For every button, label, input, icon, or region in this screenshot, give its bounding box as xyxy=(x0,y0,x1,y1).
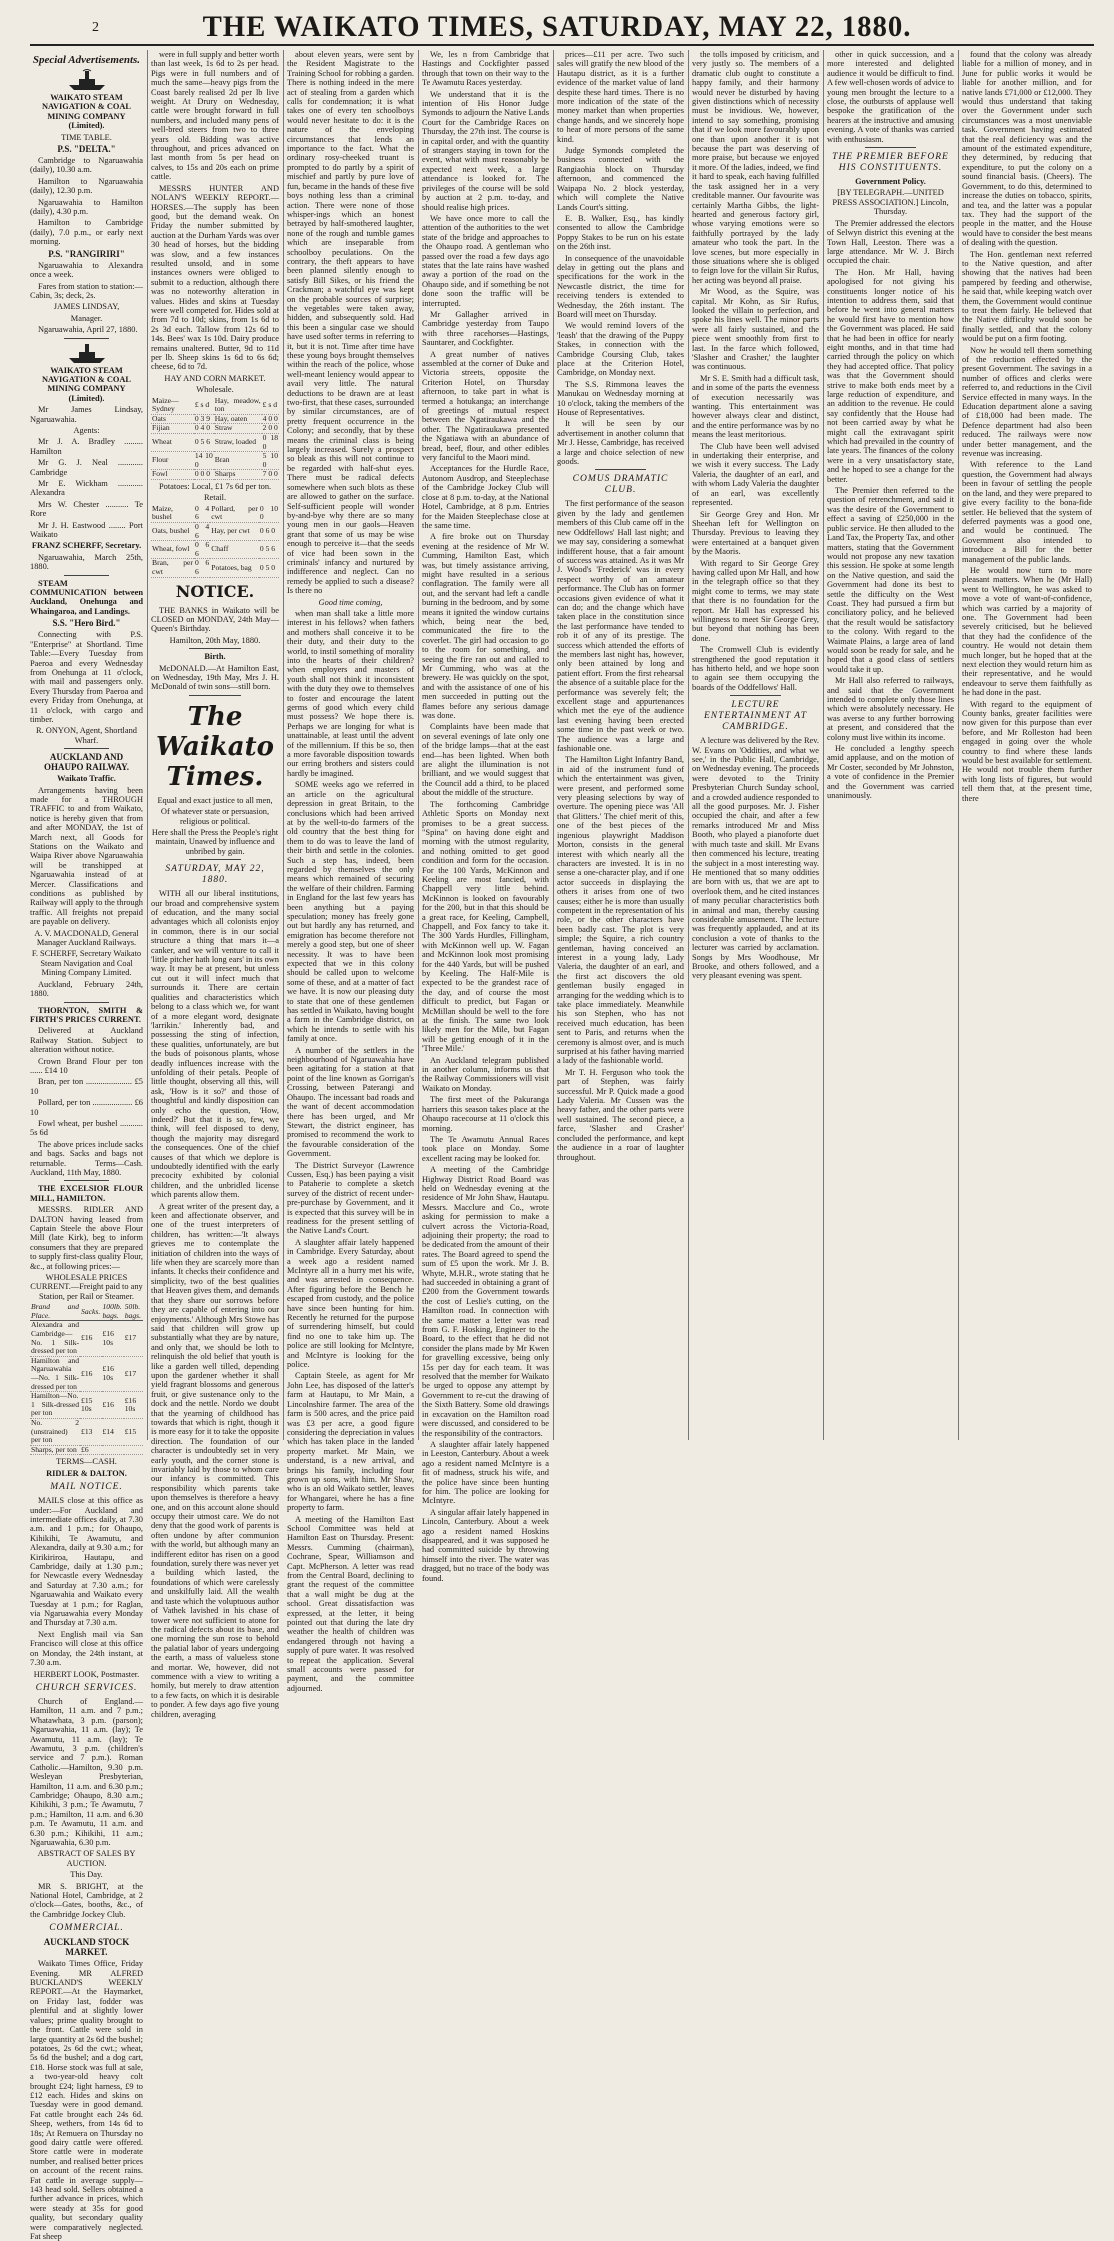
notice-place: Hamilton, 20th May, 1880. xyxy=(169,635,261,645)
table-cell: Sharps, per ton xyxy=(30,1445,80,1455)
divider xyxy=(64,338,109,339)
table-cell: £16 10s xyxy=(102,1356,124,1391)
signature-title: Manager. xyxy=(70,313,103,323)
table-cell: 0 6 0 xyxy=(259,522,279,540)
table-cell: £14 xyxy=(102,1419,124,1446)
premier-heading: THE PREMIER BEFORE HIS CONSTITUENTS. xyxy=(832,152,949,174)
motto-line: Equal and exact justice to all men, xyxy=(157,795,273,805)
column-8 xyxy=(962,50,1092,1440)
table-cell: Flour xyxy=(151,452,194,470)
lecture-paragraph: other in quick succession, and a more interested and delighted audience it would be difficult to find. A few well-chosen words of advice to young men brought the lecture to a close, the outbursts of applause well bespoke the gratification of the hearers at the instructive and amusing evening. A vote of thanks was carried with enthusiasm. xyxy=(827,50,954,144)
flour-price-table xyxy=(30,1303,143,1455)
ship-name: S.S. "Hero Bird." xyxy=(52,618,121,629)
divider xyxy=(189,648,240,649)
review-paragraph: the tolls imposed by criticism, and very justly so. The members of a dramatic club ought to constitute a happy family, and their harmony would never be disturbed by having given distinctions which of necessity must be invidious. We, however, intend to say something, promising that if we look more favourably upon one than upon another it is not because the part was deserving of more praise, but because we enjoyed it more. Of the ladies, indeed, we find it hard to speak, each having fulfilled the task assigned her in a very creditable manner. Our favourite was certainly Martha Gibbs, the light-hearted and generous factory girl, whose varying emotions were so faithfully portrayed by the lady amateur who took the part. In the love scenes, but more especially in those situations where she is obliged to feign love for the villain Sir Rufus, her acting was beyond all praise. xyxy=(692,50,819,285)
news-paragraph: E. B. Walker, Esq., has kindly consented to allow the Cambridge Poppy Stakes to be run on his estate on the 26th inst. xyxy=(557,213,684,252)
news-paragraph: With regard to Sir George Grey having called upon Mr Hall, and how in the telegraph office so that they might come to terms, we may state that there is no foundation for the report. Mr Hall has expressed his willingness to meet Sir George Grey, but beyond that nothing has been done. xyxy=(692,558,819,643)
company-name: WAIKATO STEAM NAVIGATION & COAL MINING COMPANY (Limited). xyxy=(41,93,132,131)
postmaster-signature: HERBERT LOOK, Postmaster. xyxy=(33,1669,140,1679)
table-row xyxy=(151,452,279,470)
news-paragraph: Judge Symonds completed the business connected with the Rangiaohia block on Thursday afternoon, and commenced the Waipapa No. 2 block yesterday, which will complete the Native Lands Court's sitting. xyxy=(557,146,684,212)
table-row xyxy=(151,434,279,452)
timetable-line: Hamilton to Ngaruawahia (daily), 12.30 p.m. xyxy=(30,176,143,196)
column-rule xyxy=(958,50,959,1440)
ad-text: MESSRS. RIDLER AND DALTON having leased from Captain Steele the above Flour Mill (late Kirk), beg to inform consumers that they are prepared to supply first-class quality Flour, &c., at following prices:— xyxy=(30,1205,143,1271)
editorial-dateline: SATURDAY, MAY 22, 1880. xyxy=(165,864,265,886)
retail-table xyxy=(151,505,279,578)
review-paragraph: The first performance of the season given by the lady and gentlemen members of this Club came off in the new Oddfellows' Hall last night; and we may say, considering a somewhat indifferent house, that a fair amount of success was attained. As it was Mr J. Wood's 'Frederick' was in every respect worthy of an amateur performance. The Club has on former occasions given evidence of what it can do; and the change which have taken place in the constitution since the last performance have tended to rob it of any of its prestige. The success which attended the efforts of the members last night has, however, only been attained by long and patient effort. From the first rehearsal the absence of a suitable place for the performance was severely felt; the excellent stage and appurtenances which met the eye of the audience last evening having been erected some time in the past week or two. The audience was a large and fashionable one. xyxy=(557,499,684,754)
stock-market-text: Waikato Times Office, Friday Evening. MR ALFRED BUCKLAND'S WEEKLY REPORT.—At the Haymarket, on Friday last, fodder was plentiful and at slightly lower values; prime quality brought to the front. Cattle were sold in large quantity at 2s 6d the bushel; potatoes, 2s 6d the cwt.; wheat, 5s 6d the bushel; and a dog cart, £18. Horse stock was full at sale, a two-year-old heavy colt brought £24; light harness, £9 to £12 each. Hides and skins on Tuesday were in good demand. Fat cattle brought each 24s 6d. Sheep, wethers, from 14s 6d to 18s; At Remuera on Thursday no good dairy cattle were offered. Store cattle were in moderate number, and realised better prices on account of the recent rains. Fat cattle in average supply—143 head sold. Sellers obtained a further advance in prices, which were steady at 35s for good quality, but secondary quality were comparatively neglected. Fat sheep xyxy=(30,1959,143,2241)
table-cell: Pollard, per cwt xyxy=(211,503,258,522)
article-paragraph: were in full supply and better worth than last week, 1s 6d to 2s per head. Pigs were in full numbers and of much the same—heavy pigs from the Coast barely realised 2d per lb live weight. At Drury on Wednesday, cattle were brought forward in full numbers, and included many pens of well-bred steers from two to three years old. Bidding was active throughout, and prices advanced on last month from 5s per head on calves, to 15s and 20s each on prime cattle. xyxy=(151,50,280,182)
review-paragraph: Mr T. H. Ferguson who took the part of Stephen, was fairly successful. Mr P. Quick made a good Lady Valeria. Mr Cussen was the heavy father, and the other parts were well sustained. The second piece, a farce, 'Slasher and Crasher' concluded the performance, and kept the audience in a roar of laughter throughout. xyxy=(557,1067,684,1162)
table-cell: Hay, oaten xyxy=(214,414,262,424)
column-5 xyxy=(557,50,684,1440)
abstract-subheading: This Day. xyxy=(70,1870,103,1880)
news-paragraph: Sir George Grey and Hon. Mr Sheehan left for Wellington on Thursday. Previous to leaving they were entertained at a banquet given by the Maoris. xyxy=(692,509,819,557)
speech-paragraph: The Premier then referred to the question of retrenchment, and said it was the desire of the Government to effect a saving of £250,000 in the public service. He then alluded to the Land Tax, the Property Tax, and other matters, stating that the Government would not propose any new taxation this session. He spoke at some length on the Native question, and said the Government had done its best to settle the difficulty on the West Coast. They had pursued a firm but conciliatory policy, and he believed that the result would be satisfactory to the colony. With regard to the Waimate Plains, a large area of land would soon be ready for sale, and he hoped that a good class of settlers would take it up. xyxy=(827,486,954,674)
table-cell: £16 xyxy=(102,1392,124,1419)
news-paragraph: We would remind lovers of the 'leash' that the drawing of the Puppy Stakes, in connection with the Cambridge Coursing Club, takes place at the Criterion Hotel, Cambridge, on Monday next. xyxy=(557,321,684,378)
price-line: Crown Brand Flour per ton ...... £14 10 xyxy=(30,1056,143,1075)
mail-notice-heading: MAIL NOTICE. xyxy=(50,1482,123,1493)
news-paragraph: In consequence of the unavoidable delay in getting out the plans and specifications for the work in the Newcastle district, the time for receiving tenders is extended to Wednesday, the 26th instant. The Board will meet on Thursday. xyxy=(557,253,684,319)
newspaper-title: THE WAIKATO TIMES, SATURDAY, MAY 22, 1880. xyxy=(202,10,912,43)
speech-paragraph: The Hon. gentleman next referred to the Native question, and after showing that the natives had been pampered by feeding and otherwise, he said that, while keeping watch over them, the Government would continue to treat them fairly. He believed that the Native difficulty would soon be finally settled, and that the colony would be put on a firm footing. xyxy=(962,249,1092,344)
editorial-paragraph: WITH all our liberal institutions, our broad and comprehensive system of education, and the many social advantages which all colonists enjoy in common, there is in our social structure a thing that mars it—a canker, and we will venture to call it 'little pitcher hath long ears' in its own way. It may be at present, but unless cut out it will infect much that surrounds it. There are certain qualities and characteristics which belong to a class which we, for want of a more elegant word, designate 'larrikin.' Inherently bad, and possessing the sting of infection, these qualities, unfortunately, are but the buds of poisonous plants, whose deadly influences increase with the unfolding of their petals. People of little thought, observing all this, will ask, 'How is it so?' and those of thoughtful and kindly disposition can only echo the question, 'How, indeed?' But that it is so, few, we think, will feel disposed to deny, though the majority may disregard the consequences. One of the chief causes of that which we deplore is undoubtedly identified with the early precocity exhibited by colonial children, and the unbridled license which parents allow them. xyxy=(151,889,279,1200)
steamship-icon xyxy=(67,69,107,91)
column-rule xyxy=(283,50,284,1440)
market-subheading: Wholesale. xyxy=(196,385,234,395)
table-row xyxy=(151,541,279,559)
motto-line: Of whatever state or persuasion, religious or political. xyxy=(160,807,270,826)
retail-heading: Retail. xyxy=(203,493,227,503)
table-cell: 0 18 0 xyxy=(262,433,278,451)
news-paragraph: We understand that it is the intention of His Honor Judge Symonds to adjourn the Native Lands Court for the Cambridge Races on Thursday, the 27th inst. The course is in capital order, and with the quantity of strangers staying in town for the event, what with must reasonably be expected next week, a large attendance is looked for. The privileges of the course will be sold by auction at 2 p.m. to-day, and should realise high prices. xyxy=(422,89,549,212)
table-cell: 0 6 6 xyxy=(194,540,210,558)
mail-notice-text: Next English mail via San Francisco will close at this office on Monday, the 24th instant, at 7.30 a.m. xyxy=(30,1629,143,1668)
speech-paragraph: He concluded a lengthy speech amid applause, and on the motion of Mr Coster, seconded by Mr Johnston, a vote of confidence in the Premier and the Government was carried unanimously. xyxy=(827,744,954,801)
table-cell: Maize—Sydney xyxy=(151,397,194,415)
table-cell: Wheat xyxy=(151,434,194,452)
news-paragraph: We have once more to call the attention of the authorities to the wet state of the bridge and approaches to the Ohaupo road. A gentleman who passed over the road a few days ago states that the late rains have washed away a portion of the road on the Ohaupo side, and if something be not done soon the traffic will be interrupted. xyxy=(422,213,549,308)
wholesale-heading: WHOLESALE PRICES CURRENT.—Freight paid to any Station, per Rail or Steamer. xyxy=(30,1273,143,1301)
timetable-heading: TIME TABLE. xyxy=(61,132,112,142)
thornton-heading: THORNTON, SMITH & FIRTH'S PRICES CURRENT. xyxy=(30,1005,143,1024)
railway-subheading: Waikato Traffic. xyxy=(57,774,116,784)
editorial-paragraph: SOME weeks ago we referred in an article on the agricultural depression in great Britain, to the conclusions which had been arrived at by the well-to-do farmers of the old country that the best thing for them to do was to leave the land of their birth and settle in the colonies. Such a step has, indeed, been regarded by themselves the only means which remained of securing the welfare of their children. Farming in England for the last few years has been anything but a paying speculation; money has freely gone out but hardly any has returned, and emigration has become therefore not merely a good step, but one of sheer necessity. It was to have been expected that we in this colony should be called upon to welcome some of these, and at a matter of fact we have. It is now our pleasing duty to state that one of these gentlemen has settled in Waikato, having bought a farm in the Cambridge district, on which he intends to settle with his family at once. xyxy=(287,780,414,1044)
table-cell: Hay, meadow, ton xyxy=(214,395,261,414)
table-cell: £ s d xyxy=(194,397,214,415)
news-paragraph: A slaughter affair lately happened in Leeston, Canterbury. About a week ago a resident named McIntyre is a fit of madness, struck his wife, and the police have since been hunting for him. The police are looking for McIntyre. xyxy=(422,1439,549,1506)
column-3 xyxy=(287,50,414,1693)
table-cell: 0 4 0 xyxy=(194,424,214,434)
table-cell: £13 xyxy=(80,1419,101,1446)
ad-text: The above prices include sacks and bags. Sacks and bags not returnable. Terms—Cash. Auckland, 11th May, 1880. xyxy=(30,1139,143,1177)
signature-place: Ngaruawahia, April 27, 1880. xyxy=(38,325,138,335)
news-paragraph: It will be seen by our advertisement in another column that Mr J. Hesse, Cambridge, has received a large and choice selection of new goods. xyxy=(557,419,684,467)
agent-line: Mr E. Wickham ............ Alexandra xyxy=(30,479,143,498)
column-rule xyxy=(823,50,824,1440)
ad-text: Delivered at Auckland Railway Station. Subject to alteration without notice. xyxy=(30,1026,143,1055)
divider xyxy=(865,147,916,148)
table-cell: £ s d xyxy=(262,397,279,415)
lecture-heading: LECTURE ENTERTAINMENT AT CAMBRIDGE. xyxy=(703,700,807,733)
railway-heading: AUCKLAND AND OHAUPO RAILWAY. xyxy=(43,752,130,773)
news-paragraph: The S.S. Rimmona leaves the Manukau on Wednesday morning at 10 o'clock, taking the members of the House of Representatives. xyxy=(557,379,684,418)
divider xyxy=(189,859,240,860)
review-paragraph: Mr Wood, as the Squire, was capital. Mr Kohn, as Sir Rufus, looked the villain to perfection, and spoke his lines well. The minor parts were all fairly sustained, and the piece went smoothly from first to last. In the farce which followed, 'Slasher and Crasher,' the laughter was continuous. xyxy=(692,287,819,372)
news-paragraph: Mr Gallagher arrived in Cambridge yesterday from Taupo with three racehorses—Hastings, Sauntarer, and Cockfighter. xyxy=(422,309,549,348)
agents-intro: Mr James Lindsay, Ngaruawahia. xyxy=(30,405,143,424)
company-name: WAIKATO STEAM NAVIGATION & COAL MINING COMPANY (Limited). xyxy=(41,365,132,403)
stock-market-heading: AUCKLAND STOCK MARKET. xyxy=(43,1937,130,1958)
speech-paragraph: The Premier addressed the electors of Selwyn district this evening at the Town Hall, Leeston. There was a large attendance. Mr W. J. Birch occupied the chair. xyxy=(827,218,954,266)
table-cell: £16 10s xyxy=(124,1392,143,1419)
table-cell xyxy=(102,1445,124,1455)
ad-text: Connecting with P.S. "Enterprise" at Shortland. Time Table:—Every Tuesday from Paeroa and every Wednesday from Onehunga at 11 o'clock, with mail and passengers only. Every Thursday from Paeroa and every Friday from Onehunga, at 11 o'clock, with cargo and timber. xyxy=(30,630,143,724)
table-header-cell: Brand and Place. xyxy=(31,1302,80,1320)
table-row xyxy=(151,559,279,577)
hay-corn-table xyxy=(151,397,279,480)
table-cell: £17 xyxy=(124,1356,143,1391)
table-cell: Chaff xyxy=(210,541,259,559)
table-cell: Maize, bushel xyxy=(151,505,194,523)
divider xyxy=(189,695,240,696)
table-row xyxy=(30,1321,143,1356)
table-cell: £16 xyxy=(80,1321,101,1356)
table-header-cell: Sacks. xyxy=(80,1303,101,1321)
table-cell: 0 4 6 xyxy=(194,521,210,540)
table-cell: Bran, per cwt xyxy=(152,558,193,576)
table-header-cell: 50lb. bags. xyxy=(124,1302,141,1320)
speech-paragraph: He would now turn to more pleasant matters. When he (Mr Hall) went to Wellington, he was asked to move a vote of want-of-confidence, which was carried by a majority of one. The Government had been severely criticised, but he believed that they had the confidence of the country. He would not detain them much longer, but he hoped that at the next election they would return him as their representative, and he would endeavour to serve them faithfully as he had done in the past. xyxy=(962,565,1092,698)
table-cell: 0 0 0 xyxy=(194,470,214,480)
news-paragraph: The Te Awamutu Annual Races took place on Monday. Some excellent racing may be looked for. xyxy=(422,1134,549,1163)
editorial-paragraph: A great writer of the present day, a keen and affectionate observer, and one of the truest interpreters of children, has written:—'It always grieves me to contemplate the initiation of children into the ways of life when they are scarcely more than infants. It checks their confidence and simplicity, two of the best qualities that Heaven gives them, and demands that they share our sorrows before they are capable of entering into our enjoyments.' Although Mrs Stowe has said that children will grow up substantially what they are by nature, and only that, we should be loth to relinquish the old belief that youth is like a garden well tilled, depending upon the gardener whether it shall yield fragrant blossoms and generous fruit, or give sustenance only to the dock and the nettle. Nordo we doubt that the yearning of childhood has towards that which is right, though it is more easy for it to take the opposite direction. The foundation of our character is undoubtedly set in very early youth, and the corner stone is invariably laid by those to whom care our infancy is committed. This responsibility which parents take upon themselves is therefore a heavy one, and on this account alone should occupy their utmost care. We do not deny that the good work of parents is often undone by after communion with the world, but although many an indifferent editor has risen on a good foundation, surely there was never yet a building which lasted, the foundations of which were carelessly and unskilfully laid. All the wealth and taste which the voluptuous author of Vathek lavished in his chase of tower were not sufficient to atone for the radical defects about its base, and one morning the sun rose to behold the palatial labor of years undergoing the earth, a mass of valueless stone and mortar. We, however, did not commence with a view to writing a homily, but merely to draw attention to a few facts, on which it is desirable to ponder. A few days ago five young children, averaging xyxy=(151,1201,279,1719)
dramatic-club-heading: COMUS DRAMATIC CLUB. xyxy=(572,474,669,496)
speech-paragraph: found that the colony was already liable for a million of money, and in June for public works it would be liable for another million, and for native lands £71,000 or £12,000. They would thus understand that taking over the Government under such circumstances was a most unenviable task. Government having estimated that the real deficiency was and the amount of the estimated expenditure, they determined, by reducing that expenditure, to put the colony on a sound financial basis. (Cheers). The Government, to do this, determined to increase the duties on tobacco, spirits, and tea, and the latter was a popular tax. They had the support of the people in the matter, and the House would have to consider the best means of dealing with the question. xyxy=(962,50,1092,248)
news-paragraph: A fire broke out on Thursday evening at the residence of Mr W. Cumming, Hamilton East, which was, but timely assistance arriving, might have resulted in a serious conflagration. The family were all out, and the servant had left a candle burning in the bedroom, and by some means it ignited the window curtains which, being near the bed, communicated the fire to the coverlet. The girl had occasion to go to the room for something, and seeing the fire ran out and called to Mr Cumming, who was at the brewery. He was quickly on the spot, and with the assistance of one of his men succeeded in putting out the flames before any serious damage was done. xyxy=(422,532,549,721)
table-cell: Straw, loaded xyxy=(214,434,262,452)
telegraph-byline: [BY TELEGRAPH.—UNITED PRESS ASSOCIATION.] Lincoln, Thursday. xyxy=(832,188,949,217)
speech-paragraph: Now he would tell them something of the reduction effected by the present Government. The savings in a number of offices and clerks were referred to, and reductions in the Civil Service effected in many ways. In the Education department alone a saving of £18,000 had been made. The Defence department had also been reduced. The railways were now under better management, and the revenue was increasing. xyxy=(962,345,1092,459)
ship-name: P.S. "RANGIRIRI" xyxy=(48,248,125,259)
market-heading: HAY AND CORN MARKET. xyxy=(164,373,266,383)
news-paragraph: The forthcoming Cambridge Athletic Sports on Monday next promises to be a great success. "Spina" on having done eight and morning with the utmost regularity, and nothing omitted to get good condition and form for the occasion. For the 100 Yards, McKinnon and Keeling are most fancied, with Chappell very little behind. McKinnon is looked on favourably for the 200, but in that this should be a great race, for Keeling, Campbell, Chappell, and Fox fancy to take it. The 300 Yards Hurdles, Fillingham, with McKinnon well up. W. Fagan and McKinnon look most promising for the 440 Yards, but will be pushed by Keeling. The Half-Mile is expected to be the grandest race of the day, and of course the most difficult to predict, but Fagan or McMillan should be well to the fore at the finish. The same two look likely men for the Mile, but Fagan will be getting enough of it in the 'Three Mile.' xyxy=(422,799,549,1054)
editorial-paragraph: when man shall take a little more interest in his fellows? when fathers and mothers shall conceive it to be their duty, and their duty to the world, to instil something of morality into the hearts of their children? when employers and masters of youth shall not think it inconsistent with the duty they owe to themselves to foster and encourage the latent germs of good which every child must possess? We hope there is. Perhaps we are longing for what is unattainable, at least until the advent of the millennium. If this be so, then a more favorable disposition towards our erring brothers and sisters could hardly be imagined. xyxy=(287,608,414,778)
agents-heading: Agents: xyxy=(73,425,100,435)
column-4 xyxy=(422,50,549,1583)
table-cell: £15 10s xyxy=(80,1392,101,1419)
table-cell: Fijian xyxy=(151,424,194,434)
birth-heading: Birth. xyxy=(204,652,226,662)
table-cell: Hay, per cwt xyxy=(210,522,259,540)
table-cell xyxy=(124,1445,143,1455)
review-paragraph: The Club have been well advised in undertaking their enterprise, and we wish it every success. The Lady Valeria, the daughter of an earl, and with whom Lady Valeria the daughter of an earl, was excellently represented. xyxy=(692,441,819,508)
table-row xyxy=(151,424,279,434)
table-cell: 0 10 0 xyxy=(259,503,278,522)
timetable-line: Ngaruawahia to Hamilton (daily), 4.30 p.m. xyxy=(30,197,143,217)
table-cell: Potatoes, bag xyxy=(210,559,259,577)
price-line: Fowl wheat, per bushel ........... 5s 6d xyxy=(30,1118,143,1138)
signature-name: F. SCHERFF, Secretary Waikato Steam Navigation and Coal Mining Company Limited. xyxy=(31,949,142,978)
table-cell: 0 5 6 xyxy=(259,541,279,559)
table-cell: 4 0 0 xyxy=(262,413,278,423)
speech-paragraph: The Hon. Mr Hall, having apologised for not giving his constituents longer notice of his intention to address them, said that before he went into general matters he would first have to mention how the Government was placed. He said that he had been in office for nearly eight months, and in that time had carried through the policy on which they had accepted office. That policy was that the Government should strive to make both ends meet by a large reduction of expenditure, and an addition to the revenue. He could say confidently that the House had not been carried away by what he might call the extravagant spirit which had prevailed in the country of late years. The finances of the colony were in a very unsatisfactory state, and he hoped to see a change for the better. xyxy=(827,267,954,484)
birth-notice: McDONALD.—At Hamilton East, on Wednesday, 19th May, Mrs J. H. McDonald of twin sons—still born. xyxy=(151,663,279,692)
notice-text: THE BANKS in Waikato will be CLOSED on MONDAY, 24th May—Queen's Birthday. xyxy=(151,605,279,634)
table-cell: £6 xyxy=(80,1445,101,1455)
news-paragraph: A great number of natives assembled at the corner of Duke and Victoria streets, opposite the Criterion Hotel, on Thursday afternoon, to take part in what is termed a hotukanga; an interchange of greetings of mutual respect between the Ngatiraukawa and the other. The Ngatiraukawa presented the Ngatiawa with an abundance of bread, beef, flour, and other edibles very fanciful to the Maori mind. xyxy=(422,349,549,463)
column-1 xyxy=(30,50,143,2241)
table-cell: Alexandra and Cambridge—No. 1 Silk-dressed per ton xyxy=(31,1320,80,1356)
column-rule xyxy=(688,50,689,1440)
table-header-row xyxy=(30,1303,143,1321)
news-paragraph: A slaughter affair lately happened in Cambridge. Every Saturday, about a week ago a resident named McIntyre all in a hurry met his wife, and was arrested in consequence. After figuring before the Bench he escaped from custody, and the police have since been hunting for him. Recently he returned for the purpose of surrendering himself, but could find no one to take him up. The police are still looking for McIntyre, and McIntyre is looking for the police. xyxy=(287,1237,414,1370)
table-row xyxy=(151,505,279,523)
news-paragraph: The District Surveyor (Lawrence Cussen, Esq.) has been paying a visit to Pataherie to complete a sketch survey of the district of recent under-pre-purchase by Government, and it is expected that this survey will be in readiness for the present settling of the Native Land's Court. xyxy=(287,1160,414,1236)
speech-paragraph: Mr Hall also referred to railways, and said that the Government intended to complete only those lines which were absolutely necessary. He was averse to any further borrowing at present, and considered that the colony must live within its income. xyxy=(827,676,954,742)
signature-name: JAMES LINDSAY, xyxy=(53,302,120,312)
commercial-heading: COMMERCIAL. xyxy=(49,1923,124,1934)
table-cell: Bran xyxy=(214,452,262,470)
table-row xyxy=(30,1392,143,1419)
table-cell: £15 xyxy=(124,1419,143,1446)
lecture-paragraph: A lecture was delivered by the Rev. W. Evans on 'Oddities, and what we see,' in the Public Hall, Cambridge, on Wednesday evening. The proceeds were devoted to the Trinity Presbyterian Church Sunday school, and a crowded audience responded to all the good purposes. Mr. J. Fisher occupied the chair, and after a few remarks introduced Mr and Miss Booth, who played a pianoforte duet with much taste and skill. Mr Evans then commenced his lecture, treating the subject in a most interesting way. He mentioned that so many oddities are born with us, that we are apt to overlook them, and he cited instances of many peculiar characteristics both in animal and man, thereby causing considerable amusement. The lecture was frequently applauded, and at its conclusion a vote of thanks to the lecturer was carried by acclamation. Songs by Mrs Woodhouse, Mr Brooke, and others followed, and a very pleasant evening was spent. xyxy=(692,736,819,981)
paper-nameplate: The Waikato Times. xyxy=(156,701,274,792)
price-line: Pollard, per ton ................... £6 10 xyxy=(30,1098,143,1117)
table-cell: Fowl xyxy=(151,470,194,480)
agent-line: Mr J. A. Bradley ......... Hamilton xyxy=(30,437,143,456)
steam-communication: STEAM COMMUNICATION between Auckland, Onehunga and Whaingaroa, and Landings. xyxy=(30,578,143,616)
table-cell: 0 5 6 xyxy=(194,434,214,452)
ad-text: Arrangements having been made for a THROUGH TRAFFIC to and from Waikato, notice is hereby given that from and after MONDAY, the 1st of March next, all Goods for Stations on the Waikato and Waipa River above Ngaruawahia will be transhipped at Ngaruawahia instead of at Mercer. Classifications and conditions as published by Railway will apply to the through traffic. All freights not prepaid are payable on delivery. xyxy=(30,785,143,927)
table-row xyxy=(151,470,279,480)
timetable-line: Hamilton to Cambridge (daily), 7.0 p.m., or early next morning. xyxy=(30,218,143,247)
table-cell: Oats, bushel xyxy=(151,522,194,540)
table-cell: 2 0 0 xyxy=(262,423,278,433)
table-row xyxy=(30,1445,143,1455)
divider xyxy=(595,469,646,470)
news-paragraph: A meeting of the Hamilton East School Committee was held at Hamilton East on Thursday. Present: Messrs. Cumming (chairman), Cochrane, Spear, Williamson and Capt. McPherson. A letter was read from the Central Board, declining to grant the request of the committee that a wall might be dug at the school. Great dissatisfaction was expressed, at the letter, it being pointed out that during the late dry weather the health of children was endangered through not having a supply of pure water. It was resolved to repeat the application. Several small accounts were passed for payment, and the committee adjourned. xyxy=(287,1514,414,1693)
table-cell: 0 5 0 xyxy=(259,559,279,577)
table-cell: £16 10s xyxy=(102,1321,124,1356)
timetable-line: Fares from station to station:—Cabin, 3s; deck, 2s. xyxy=(30,281,143,300)
table-row xyxy=(151,522,279,540)
table-cell: 5 10 0 xyxy=(262,451,278,469)
abstract-text: MR S. BRIGHT, at the National Hotel, Cambridge, at 2 o'clock—Gates, booths, &c., of the Cambridge Jockey Club. xyxy=(30,1881,143,1919)
table-row xyxy=(30,1419,143,1446)
table-row xyxy=(30,1356,143,1391)
table-cell: Wheat, fowl xyxy=(151,541,194,559)
signature-place: Ngaruawahia, March 25th, 1880. xyxy=(30,552,143,572)
news-paragraph: A number of the settlers in the neighbourhood of Ngaruawahia have been agitating for a station at that point of the line known as Gorrigan's Crossing, between Paterangi and Ohaupo. The incessant bad roads and the want of decent accommodation there has been urged, and Mr Stewart, the district engineer, has promised to recommend the work to the favourable consideration of the Government. xyxy=(287,1045,414,1159)
review-paragraph: The Hamilton Light Infantry Band, in aid of the instrument fund of which the entertainment was given, were present, and performed some very pleasing selections by way of overture. The opening piece was 'All that Glitters.' The chief merit of this, one of the best pieces of the ingenious playwright Maddison Morton, consists in the general interest with which nearly all the characters are invested. It is in no sense a one-character play, and if one actor succeeds in displaying the others it arises from one of two causes; either he is more than usually competent in the representation of his role, or the other characters have been badly cast. The plot is very simple; the Squire, a rich country gentleman, having conceived an interest in a young lady, Lady Valeria, the daughter of an earl, and the first act discovers the old gentleman busily engaged in arranging for the wedding which is to take place immediately. Meanwhile his son Stephen, who has not received much education, has been sent to Paris, and returns when the ceremony is almost over, and is much surprised at his father having married a lady of the fashionable world. xyxy=(557,755,684,1066)
divider xyxy=(64,748,109,749)
secretary-name: FRANZ SCHERFF, Secretary. xyxy=(31,541,142,551)
column-rule xyxy=(418,50,419,1440)
editorial-paragraph: about eleven years, were sent by the Resident Magistrate to the Training School for robbing a garden. There is nothing indeed in the mere act of stealing from a garden which calls for condemnation; it is what takes one of every ten schoolboys would never hesitate to do: it is the nature of the enveloping circumstances that lends an importance to the fact. What the ordinary rosy-cheeked truant is prompted to do partly by a spirit of mischief and partly by pure love of fun, became in the hands of these five boys nothing less than a criminal action. There were none of those whisper-ings which an honest betrayed by half-smothered laughter, none of the rough and tumble games which are inseparable from schoolboy peculations. On the contrary, the theft appears to have been planned silently enough to satisfy Bill Sikes, or his friend the Crackman; a watchful eye was kept on the probable sources of surprise; the vegetables were taken away, hidden, and subsequently sold. Had this been a singular case we should have used softer terms in referring to it, but it is not. Time after time have these young boys brought themselves within the reach of the police, whose well-meant leniency would appear to avail very little. The natural deductions to be drawn are at least two-first, that these cases, surrounded by similar circumstances, are of pretty frequent occurrence in the Colony; and secondly, that by these means the criminal class is being largely increased. Surely a prospect so bleak as this will not continue to be regarded with half-shut eyes. There must be radical defects somewhere when such blots as these are allowed to gather on the surface. Self-sufficient people will wonder by-and-bye why there are so many young men in our gaols—Heaven grant that some of us may be wise enough to perceive it—that the seeds of vice had been sown in the criminals' infancy and nurtured by indifference and neglect. Can no remedy be applied to such a disease? Is there no xyxy=(287,50,414,596)
column-rule xyxy=(553,50,554,1440)
church-services-text: Church of England.—Hamilton, 11 a.m. and 7 p.m.; Whatawhata, 3 p.m. (parson); Ngaruawahia, 11 a.m. (lay); Te Awamutu, 11 a.m. (lay); Te Awamutu, 3 p.m. (children's service and 7 p.m.). Roman Catholic.—Hamilton, 9.30 p.m. Wesleyan Presbyterian, Hamilton, 11 a.m. and 6.30 p.m.; Cambridge; Ohaupo, 8.30 a.m.; Kihikihi, 3 p.m.; Te Awamutu, 7 p.m.; Hamilton, 11 a.m. and 6.30 p.m. Te Awamutu, 11 a.m. and 6.30 p.m.; Kihikihi, 11 a.m.; Ngaruawahia, 6.30 p.m. xyxy=(30,1696,143,1847)
table-cell: 0 3 9 xyxy=(194,414,214,424)
news-paragraph: Acceptances for the Hurdle Race, Autonom Ausdrop, and Steeplechase of the Cambridge Jockey Club will close at 8 p.m. to-day, at the National Hotel, Cambridge, at 8 p.m. Entries for the Maiden Steeplechase close at the same time. xyxy=(422,464,549,530)
signature-place: Auckland, February 24th, 1880. xyxy=(30,979,143,999)
article-paragraph: MESSRS HUNTER AND NOLAN'S WEEKLY REPORT.—HORSES.—The supply has been good, but the demand weak. On Friday the number submitted by auction at the Durham Yards was over 30 head of horses, but the bidding was slow, and a few instances resulted unsold, and in some instances owners were obliged to submit to a reduction, although there was no noteworthy alteration in values. Hides and skins at Tuesday were well competed for. Hides sold at from 7d to 10d; skins, from 1s 6d to 2s 3d each. Tallow from 12s 6d to 14s. Bees' wax 1s 10d. Dairy produce remains unaltered. Butter, 9d to 11d per lb. Sheep skins 1s 6d to 6s 6d; cheese, 6d to 7d. xyxy=(151,183,279,372)
divider xyxy=(64,575,109,576)
signature-name: A. V. MACDONALD, General Manager Auckland Railways. xyxy=(34,928,139,948)
masthead-rule xyxy=(30,44,1094,46)
speech-paragraph: With regard to the equipment of County banks, greater facilities were now given for this purpose than ever before, and Mr Rolleston had been engaged in going over the whole country to find where these lands would be best available for settlement. He would not trouble them further with long lists of figures, but would tell them that, at the present time, there xyxy=(962,699,1092,803)
agent-line: Mrs W. Chester ........... Te Rore xyxy=(30,499,143,519)
price-line: Bran, per ton ...................... £5 10 xyxy=(30,1077,143,1096)
news-paragraph: An Auckland telegram published in another column, informs us that the Railway Commissioners will visit Waikato on Monday. xyxy=(422,1055,549,1093)
table-header-cell: 100lb. bags. xyxy=(102,1303,124,1321)
page-number: 2 xyxy=(92,20,99,35)
column-rule xyxy=(147,50,148,1440)
news-paragraph: Captain Steele, as agent for Mr John Lee, has disposed of the latter's farm at Hautapu, to Mr Main, a Lincolnshire farmer. The area of the farm is 500 acres, and the price paid was £3 per acre, a good figure considering the depreciation in values which has taken place in the landed property market. Mr Main, we understand, is a new arrival, and brings his family, including four grown up sons, with him. Mr Shaw, who is an old Waikato settler, leaves for Whangarei, where he has a fine property to farm. xyxy=(287,1371,414,1513)
timetable-line: Ngaruawahia to Alexandra once a week. xyxy=(30,260,143,280)
agent-line: Mr G. J. Neal ............ Cambridge xyxy=(30,458,143,477)
column-6 xyxy=(692,50,819,1440)
special-ads-heading: Special Advertisements. xyxy=(32,54,141,66)
table-cell: Hamilton and Ngaruawahia—No. 1 Silk-dressed per ton xyxy=(31,1355,80,1391)
masthead xyxy=(0,0,1114,44)
news-paragraph: A singular affair lately happened in Lincoln, Canterbury. About a week ago a resident named Hoskins disappeared, and it was supposed he had committed suicide by throwing himself into the river. The water was dragged, but no trace of the body was found. xyxy=(422,1507,549,1583)
table-cell: 0 4 6 xyxy=(194,503,210,522)
table-row xyxy=(151,397,279,415)
divider xyxy=(64,1180,109,1181)
table-cell: No. 2 (unstrained) per ton xyxy=(31,1418,80,1445)
agent-line: Mr J. H. Eastwood ........ Port Waikato xyxy=(30,520,143,540)
steamship-icon xyxy=(67,342,107,364)
table-cell: £16 xyxy=(80,1356,101,1391)
divider xyxy=(730,695,781,696)
news-paragraph: We, les n from Cambridge that Hastings and Cockfighter passed through that town on their way to the Te Awamutu Races yesterday. xyxy=(422,50,549,88)
timetable-line: Cambridge to Ngaruawahia (daily), 10.30 a.m. xyxy=(30,156,143,175)
table-cell: £17 xyxy=(124,1321,143,1356)
market-note: Potatoes: Local, £1 7s 6d per ton. xyxy=(159,481,272,491)
column-7 xyxy=(827,50,954,1440)
excelsior-heading: THE EXCELSIOR FLOUR MILL, HAMILTON. xyxy=(30,1184,143,1203)
table-cell: Sharps xyxy=(214,470,262,480)
news-paragraph: A meeting of the Cambridge Highway District Road Board was held on Wednesday evening at the residence of Mr John Shaw, Hautapu. Messrs. Macclure and Co., wrote asking for permission to make a culvert across the Victoria-Road, adjoining their property; the road to be dedicated from the amount of their rates. The Board agreed to spend the sum of £5 upon the work. Mr J. B. Whyte, M.H.R., wrote stating that he had succeeded in obtaining a grant of £200 from the Government towards the cost of Leslie's cutting, on the Hamilton road. In connection with the same matter a letter was read from G. F. Hosking, Engineer to the Board, to the effect that he did not consider the plans made by Mr Kwen for gravelling excessive, being only 15s per day for each team. It was resolved that the member for Waikato be urged to oppose any attempt by Government to re-cut the drawing of the Sixth Battery. Some old drawings in excavation on the Hamilton road were discussed, and considered to be the responsibility of the contractors. xyxy=(422,1165,549,1438)
table-cell: Oats xyxy=(151,414,194,424)
table-cell: Straw xyxy=(214,424,262,434)
notice-heading: NOTICE. xyxy=(175,581,255,601)
agent-signature: R. ONYON, Agent, Shortland Wharf. xyxy=(36,726,137,745)
review-paragraph: Mr S. E. Smith had a difficult task, and in some of the parts the evenness of execution necessarily was wanting. This entertainment was however always clear and distinct, and the entire performance was by no means the least meritorious. xyxy=(692,373,819,440)
news-paragraph: The Cromwell Club is evidently strengthened the good reputation it has hitherto held, and we hope soon to again see them occupying the boards of the Oddfellows' Hall. xyxy=(692,645,819,692)
policy-subheading: Government Policy. xyxy=(855,177,926,187)
mail-notice-text: MAILS close at this office as under:—For Auckland and intermediate offices daily, at 7.30 a.m. and 1 p.m.; for Ohaupo, Kihikihi, Te Awamutu, and Alexandra, daily at 9.30 a.m.; for Kirikiriroa, Hautapu, and Cambridge, daily at 1.30 p.m.; for Newcastle every Wednesday and Saturday at 7.30 a.m.; for Ngaruawahia and Waikato every Tuesday at 1 p.m.; for Raglan, via Ngaruawahia every Monday and Thursday at 7.30 a.m. xyxy=(30,1496,143,1628)
news-paragraph: The first meet of the Pakuranga harriers this season takes place at the Ohaupo racecourse at 11 o'clock this morning. xyxy=(422,1095,549,1133)
ship-name: P.S. "DELTA." xyxy=(57,144,116,155)
church-services-heading: CHURCH SERVICES. xyxy=(35,1682,138,1693)
firm-signature: RIDLER & DALTON. xyxy=(46,1468,127,1478)
terms: TERMS—CASH. xyxy=(56,1457,117,1467)
speech-paragraph: With reference to the Land question, the Government had always been in favour of settling the people on the land, and they were prepared to give every facility to the bona-fide settler. He believed that the system of deferred payments was a good one, and would be continued. The Government also intended to introduce a Bill for the better management of the public lands. xyxy=(962,460,1092,564)
table-cell: 14 10 0 xyxy=(194,451,213,469)
table-cell: 7 0 0 xyxy=(262,469,278,479)
abstract-heading: ABSTRACT OF SALES BY AUCTION. xyxy=(37,1849,136,1868)
news-paragraph: prices—£11 per acre. Two such sales will gratify the new blood of the Hautapu district, as it is a further evidence of the market value of land despite these hard times. There is no more indication of the state of the money market than when properties change hands, and we sincerely hope to hear of more persons of the same kind. xyxy=(557,50,684,144)
divider xyxy=(64,1002,109,1003)
column-2 xyxy=(151,50,280,1719)
table-cell: Hamilton—No. 1 Silk-dressed per ton xyxy=(31,1391,80,1418)
news-paragraph: Complaints have been made that on several evenings of late only one of the bridge lamps—that at the east end—has been lighted. When both are alight the illumination is not brilliant, and we would suggest that the Council add a third, to be placed about the middle of the structure. xyxy=(422,722,549,798)
quote-line: Good time coming, xyxy=(318,597,383,607)
table-cell: 0 6 6 xyxy=(194,558,210,576)
motto-line: Here shall the Press the People's right maintain, Unawed by influence and unbribed by gain. xyxy=(151,828,279,856)
